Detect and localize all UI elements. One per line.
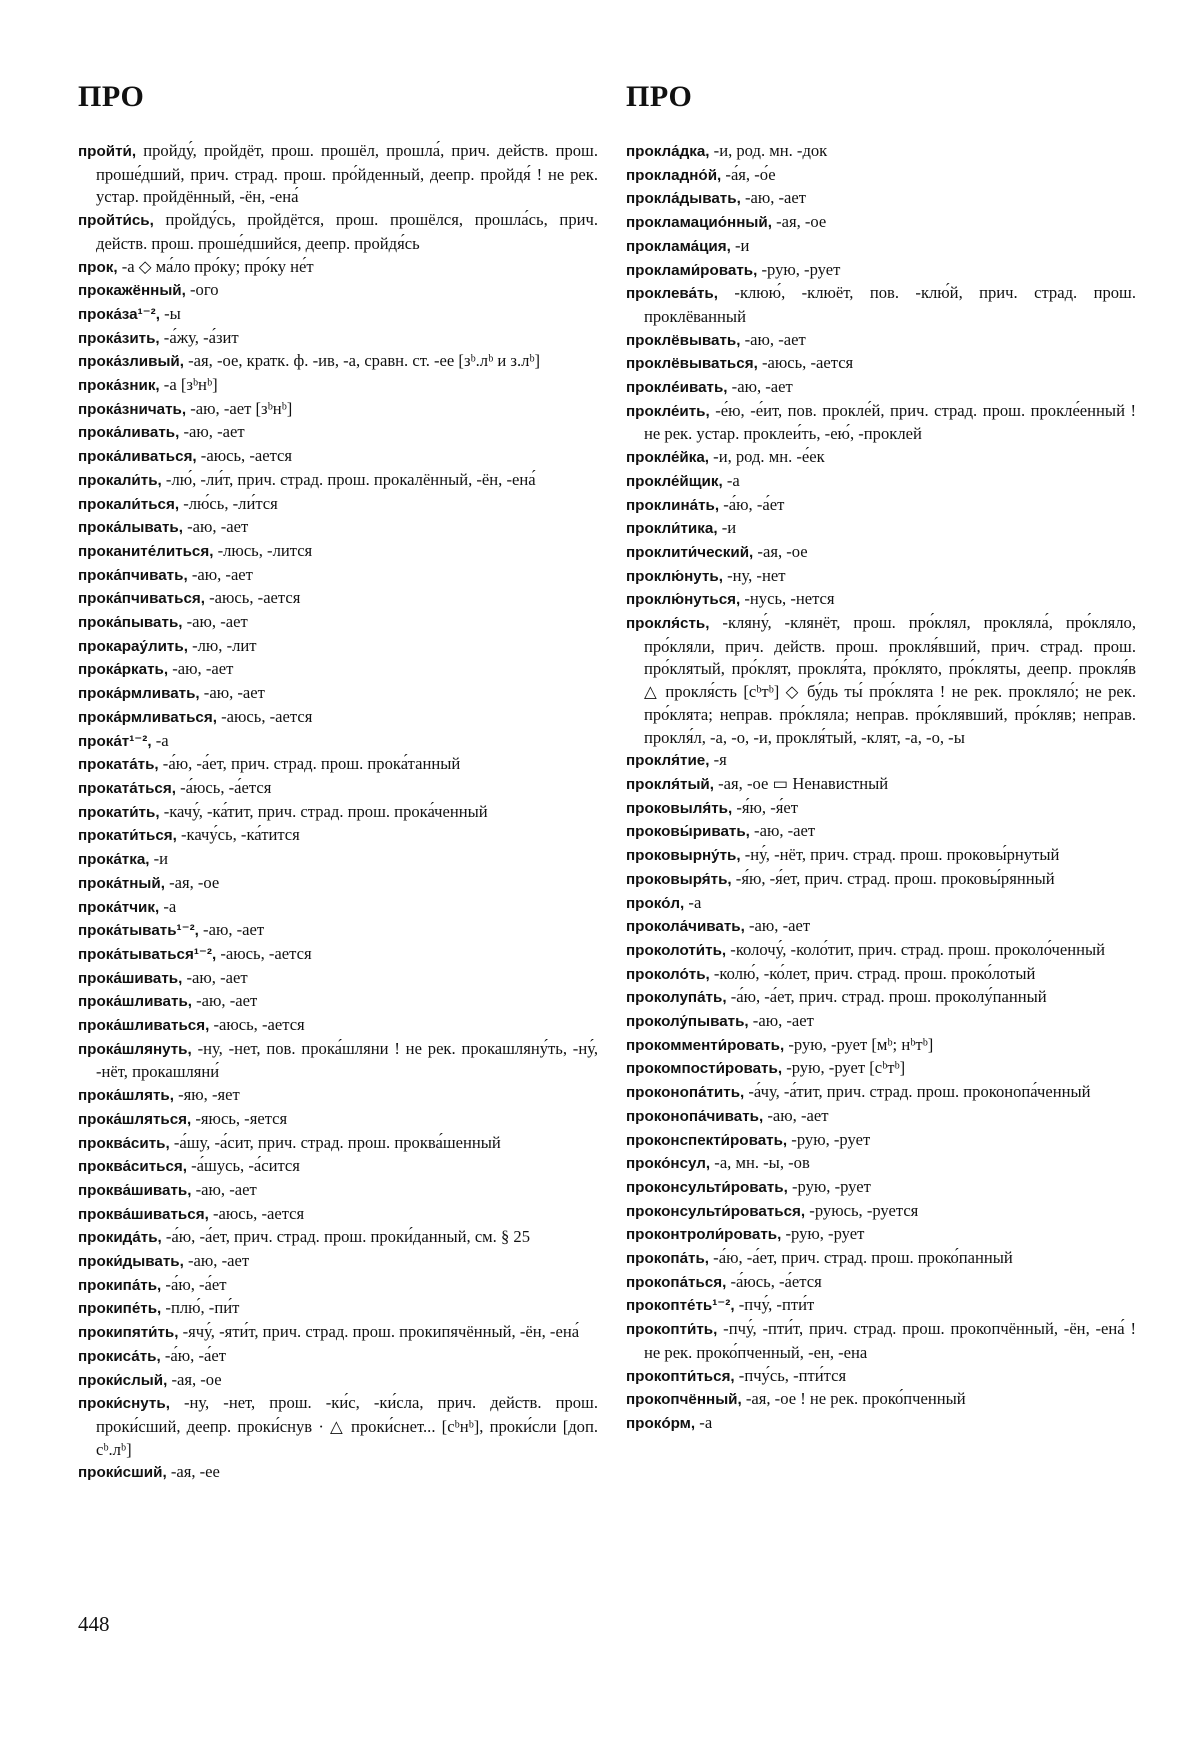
dictionary-entry	[78, 1108, 598, 1132]
entry-headword: проква́сить,	[78, 1134, 170, 1152]
entry-headword: прока́лывать,	[78, 519, 183, 537]
entry-headword: проковыря́ть,	[626, 870, 732, 888]
dictionary-entry	[626, 164, 1136, 188]
entry-definition: -а	[151, 730, 169, 750]
dictionary-entry	[626, 329, 1136, 353]
entry-definition: -лю́, -ли́т, прич. страд. прош. прокалённый, -ён, -ена́	[161, 469, 536, 489]
entry-headword: проконопа́чивать,	[626, 1107, 764, 1125]
entry-definition: -аю, -ает	[740, 329, 806, 349]
entry-definition: -яюсь, -яется	[191, 1108, 288, 1128]
dictionary-entry	[626, 1057, 1136, 1081]
entry-definition: -качу́, -ка́тит, прич. страд. прош. прока́ченный	[159, 801, 488, 821]
dictionary-entry	[626, 1034, 1136, 1058]
entry-definition: -я	[709, 750, 727, 770]
dictionary-entry	[78, 967, 598, 991]
entry-headword: проклю́нуться,	[626, 591, 741, 609]
entry-definition: -а	[159, 896, 177, 916]
entry-headword: прока́зить,	[78, 329, 160, 347]
dictionary-entry	[78, 1297, 598, 1321]
entry-definition: -и, род. мн. -е́ек	[709, 447, 825, 467]
dictionary-entry	[78, 611, 598, 635]
entry-definition: -а́чу, -а́тит, прич. страд. прош. проконопа́ченный	[744, 1082, 1091, 1102]
entry-headword: прокладно́й,	[626, 166, 722, 184]
entry-definition: -а́шусь, -а́сится	[187, 1156, 300, 1176]
entry-headword: проклéивать,	[626, 379, 728, 397]
dictionary-entry	[626, 1318, 1136, 1364]
entry-headword: прокопа́ться,	[626, 1273, 727, 1291]
dictionary-entry	[78, 1132, 598, 1156]
entry-headword: прока́за¹⁻²,	[78, 305, 160, 323]
dictionary-entry	[626, 1412, 1136, 1436]
entry-definition: -аю, -ает	[183, 1251, 250, 1271]
dictionary-entry	[626, 1081, 1136, 1105]
dictionary-entry	[626, 211, 1136, 235]
entry-headword: прокати́ться,	[78, 827, 177, 845]
entry-definition: -а́ю, -а́ет, прич. страд. прош. проки́данный, см. § 25	[161, 1227, 531, 1247]
entry-headword: прокла́дка,	[626, 143, 710, 160]
dictionary-entry	[78, 374, 598, 398]
dictionary-entry	[78, 469, 598, 493]
dictionary-entry	[626, 352, 1136, 376]
entry-definition: -рую, -рует	[781, 1224, 865, 1244]
entry-headword: прока́т¹⁻²,	[78, 732, 152, 750]
entry-headword: проканите́литься,	[78, 542, 214, 560]
entry-headword: прока́тный,	[78, 874, 165, 892]
entry-headword: проква́шиваться,	[78, 1205, 209, 1223]
entry-definition: -а	[695, 1412, 713, 1432]
dictionary-entry	[78, 1461, 598, 1485]
entry-definition: -рую, -рует	[757, 259, 841, 279]
entry-headword: прокопчённый,	[626, 1391, 742, 1409]
entry-headword: прокиса́ть,	[78, 1347, 161, 1365]
entry-definition: -лю́сь, -ли́тся	[179, 493, 278, 513]
dictionary-entry	[626, 541, 1136, 565]
entry-definition: -аю, -ает	[179, 422, 245, 442]
entry-definition: -люсь, -лится	[213, 540, 313, 560]
dictionary-entry	[626, 259, 1136, 283]
entry-definition: -а́жу, -а́зит	[159, 327, 239, 347]
dictionary-entry	[78, 1274, 598, 1298]
page-header-left: ПРО	[78, 80, 145, 113]
entry-definition: -аю, -ает	[168, 659, 234, 679]
left-column	[78, 140, 598, 1485]
entry-headword: прокли́тика,	[626, 520, 718, 538]
dictionary-entry	[626, 797, 1136, 821]
dictionary-entry	[78, 730, 598, 754]
entry-definition: -ы	[159, 303, 181, 323]
entry-headword: прокомпости́ровать,	[626, 1060, 783, 1078]
entry-headword: проклами́ровать,	[626, 261, 758, 279]
entry-headword: проклити́ческий,	[626, 543, 754, 561]
dictionary-entry	[78, 587, 598, 611]
entry-definition: -аю, -ает [зᵇнᵇ]	[186, 398, 293, 418]
dictionary-entry	[78, 682, 598, 706]
entry-headword: проконсульти́роваться,	[626, 1202, 806, 1220]
dictionary-entry	[78, 1038, 598, 1084]
entry-headword: прокарау́лить,	[78, 637, 188, 655]
dictionary-entry	[78, 140, 598, 209]
entry-definition: -и	[149, 849, 169, 869]
entry-headword: проки́слый,	[78, 1371, 168, 1389]
dictionary-entry	[626, 1152, 1136, 1176]
entry-headword: проколоти́ть,	[626, 941, 727, 959]
entry-definition: -аю, -ает	[187, 564, 253, 584]
entry-headword: проклю́нуть,	[626, 567, 723, 585]
dictionary-entry	[78, 753, 598, 777]
dictionary-entry	[626, 588, 1136, 612]
entry-definition: -а [зᵇнᵇ]	[159, 375, 218, 395]
entry-headword: проко́нсул,	[626, 1155, 711, 1173]
entry-definition: -рую, -рует	[787, 1129, 871, 1149]
entry-definition: -аюсь, -ается	[216, 943, 312, 963]
dictionary-entry	[78, 635, 598, 659]
dictionary-entry	[626, 892, 1136, 916]
entry-definition: -е́ю, -е́ит, пов. прокле́й, прич. страд. прош. прокле́енный ! не рек. устар. проклеи́ть, -ею́, -проклей	[644, 400, 1136, 444]
dictionary-entry	[78, 1345, 598, 1369]
dictionary-entry	[626, 1200, 1136, 1224]
dictionary-entry	[626, 1294, 1136, 1318]
entry-definition: -а́ю, -а́ет, прич. страд. прош. проколу́панный	[726, 987, 1047, 1007]
entry-headword: проки́снуть,	[78, 1395, 170, 1413]
entry-definition: -аюсь, -ается	[205, 588, 301, 608]
entry-headword: прокля́тый,	[626, 775, 714, 793]
dictionary-entry	[626, 1271, 1136, 1295]
entry-headword: проклёвывать,	[626, 331, 741, 349]
dictionary-entry	[626, 939, 1136, 963]
dictionary-entry	[626, 517, 1136, 541]
dictionary-entry	[626, 282, 1136, 328]
entry-headword: прока́рмливать,	[78, 685, 200, 703]
dictionary-entry	[626, 1129, 1136, 1153]
entry-definition: -аюсь, -ается	[216, 706, 313, 726]
dictionary-entry	[78, 564, 598, 588]
entry-headword: прока́шлянуть,	[78, 1040, 192, 1058]
entry-headword: прокопте́ть¹⁻²,	[626, 1297, 735, 1315]
entry-definition: -аю, -ает	[191, 1179, 257, 1199]
entry-definition: -ну, -нет, прош. -ки́с, -ки́сла, прич. действ. прош. проки́сший, деепр. проки́снув · △ проки́снет... [сᵇнᵇ], проки́сли [доп. сᵇ.лᵇ]	[96, 1393, 598, 1459]
entry-headword: прокóрм,	[626, 1414, 696, 1432]
dictionary-entry	[78, 848, 598, 872]
entry-headword: прокипе́ть,	[78, 1300, 162, 1318]
entry-definition: -колочу́, -коло́тит, прич. страд. прош. проколо́ченный	[726, 939, 1106, 959]
entry-definition: -а́ю, -а́ет	[161, 1274, 227, 1294]
dictionary-entry	[626, 986, 1136, 1010]
entry-definition: -ая, -ее	[166, 1462, 220, 1482]
dictionary-entry	[78, 1369, 598, 1393]
page-header-right: ПРО	[626, 80, 693, 113]
dictionary-entry	[626, 565, 1136, 589]
entry-headword: проконспекти́ровать,	[626, 1131, 788, 1149]
dictionary-entry	[78, 327, 598, 351]
entry-definition: -рую, -рует [мᵇ; нᵇтᵇ]	[784, 1034, 934, 1054]
entry-definition: -лю, -лит	[187, 635, 257, 655]
entry-definition: -аю, -ает	[192, 991, 258, 1011]
entry-headword: проклама́ция,	[626, 237, 731, 255]
entry-headword: прока́зливый,	[78, 353, 184, 371]
entry-headword: пройти́,	[78, 143, 137, 160]
entry-definition: -качу́сь, -ка́тится	[176, 825, 300, 845]
entry-definition: -клюю́, -клюёт, пов. -клю́й, прич. страд. прош. проклёванный	[644, 283, 1136, 326]
dictionary-entry	[78, 209, 598, 255]
dictionary-entry	[626, 844, 1136, 868]
entry-definition: -нусь, -нется	[740, 589, 835, 609]
dictionary-entry	[626, 1247, 1136, 1271]
dictionary-entry	[626, 963, 1136, 987]
entry-definition: -а́юсь, -а́ется	[175, 777, 272, 797]
entry-headword: прокля́тие,	[626, 752, 710, 770]
entry-headword: прока́шивать,	[78, 969, 183, 987]
entry-definition: -ая, -ое	[771, 212, 827, 232]
dictionary-entry	[78, 824, 598, 848]
entry-definition: -а́ю, -а́ет	[160, 1345, 226, 1365]
entry-definition: -ну, -нет	[722, 565, 786, 585]
entry-headword: проконопа́тить,	[626, 1084, 745, 1102]
entry-definition: -аюсь, -ается	[196, 446, 293, 466]
entry-definition: -руюсь, -руется	[805, 1200, 919, 1220]
dictionary-entry	[78, 943, 598, 967]
entry-headword: проковы́ривать,	[626, 823, 750, 841]
entry-headword: прокажённый,	[78, 282, 186, 300]
dictionary-entry	[626, 868, 1136, 892]
entry-headword: проколупа́ть,	[626, 989, 727, 1007]
entry-headword: прок,	[78, 258, 118, 276]
entry-headword: проква́ситься,	[78, 1158, 187, 1176]
entry-definition: -ячу́, -яти́т, прич. страд. прош. прокипячённый, -ён, -ена́	[178, 1322, 580, 1342]
entry-definition: -аю, -ает	[727, 377, 793, 397]
entry-headword: прока́пчивать,	[78, 566, 188, 584]
dictionary-entry	[626, 773, 1136, 797]
entry-definition: -аю, -ает	[749, 821, 816, 841]
entry-headword: проки́дывать,	[78, 1253, 184, 1271]
entry-headword: прока́ливать,	[78, 424, 180, 442]
entry-definition: -а, мн. -ы, -ов	[710, 1153, 810, 1173]
entry-headword: прока́пывать,	[78, 614, 183, 632]
entry-headword: прокле́ить,	[626, 402, 710, 420]
dictionary-entry	[78, 1321, 598, 1345]
dictionary-entry	[78, 421, 598, 445]
entry-definition: -аю, -ает	[182, 612, 248, 632]
entry-headword: прокипа́ть,	[78, 1276, 162, 1294]
entry-headword: прока́рмливаться,	[78, 708, 217, 726]
entry-headword: прокали́ться,	[78, 495, 180, 513]
entry-definition: -колю́, -ко́лет, прич. страд. прош. проко́лотый	[709, 963, 1036, 983]
entry-headword: прока́тываться¹⁻²,	[78, 945, 217, 963]
dictionary-entry	[78, 1155, 598, 1179]
entry-definition: -а́я, -о́е	[721, 164, 776, 184]
dictionary-entry	[626, 1388, 1136, 1412]
entry-headword: проковырну́ть,	[626, 847, 741, 865]
dictionary-entry	[626, 1010, 1136, 1034]
entry-headword: прока́ркать,	[78, 661, 169, 679]
entry-headword: прокла́дывать,	[626, 190, 741, 208]
entry-definition: -аю, -ает	[748, 1011, 814, 1031]
entry-headword: проклина́ть,	[626, 496, 720, 514]
entry-headword: проката́ться,	[78, 779, 176, 797]
entry-definition: -я́ю, -я́ет, прич. страд. прош. проковы́рянный	[731, 868, 1055, 888]
entry-headword: прока́шляться,	[78, 1110, 192, 1128]
entry-definition: -ая, -ое	[164, 872, 220, 892]
entry-headword: прока́тывать¹⁻²,	[78, 922, 199, 940]
entry-headword: проклева́ть,	[626, 285, 718, 303]
entry-headword: прокопти́ться,	[626, 1367, 735, 1385]
entry-headword: прока́зник,	[78, 377, 160, 395]
entry-definition: -ну, -нет, пов. прока́шляни ! не рек. прокашляну́ть, -ну́, -нёт, прокашляни́	[96, 1038, 598, 1082]
dictionary-entry	[78, 1084, 598, 1108]
dictionary-entry	[78, 1203, 598, 1227]
dictionary-entry	[626, 470, 1136, 494]
entry-headword: проконсульти́ровать,	[626, 1178, 788, 1196]
entry-definition: -ая, -ое	[753, 541, 808, 561]
entry-headword: прокопа́ть,	[626, 1250, 710, 1268]
entry-definition: -аю, -ает	[763, 1105, 829, 1125]
dictionary-entry	[78, 658, 598, 682]
dictionary-entry	[78, 1250, 598, 1274]
dictionary-entry	[626, 1365, 1136, 1389]
entry-definition: -и	[730, 235, 750, 255]
entry-definition: -плю́, -пи́т	[161, 1298, 240, 1318]
dictionary-entry	[626, 376, 1136, 400]
entry-definition: -аюсь, -ается	[209, 1015, 305, 1035]
entry-headword: прокали́ть,	[78, 471, 162, 489]
entry-headword: прокида́ть,	[78, 1229, 162, 1247]
dictionary-entry	[626, 1176, 1136, 1200]
entry-definition: -я́ю, -я́ет	[732, 797, 798, 817]
entry-headword: прока́тка,	[78, 851, 150, 869]
dictionary-entry	[626, 820, 1136, 844]
entry-headword: прокола́чивать,	[626, 918, 745, 936]
entry-definition: -а	[722, 470, 740, 490]
entry-definition: -а	[684, 892, 702, 912]
entry-headword: прока́ливаться,	[78, 448, 197, 466]
entry-headword: прока́зничать,	[78, 400, 187, 418]
entry-definition: пройду́, пройдёт, прош. прошёл, прошла́, прич. действ. прош. проше́дший, прич. страд. прош. про́йденный, деепр. пройдя́ ! не рек. устар. пройдённый, -ён, -ена́	[96, 141, 598, 207]
entry-definition: -рую, -рует	[787, 1176, 871, 1196]
dictionary-entry	[626, 612, 1136, 749]
dictionary-entry	[78, 801, 598, 825]
entry-definition: -а ◇ ма́ло про́ку; про́ку не́т	[117, 256, 314, 276]
entry-headword: прокати́ть,	[78, 803, 160, 821]
dictionary-entry	[78, 896, 598, 920]
dictionary-entry	[626, 494, 1136, 518]
entry-definition: -и	[717, 518, 737, 538]
dictionary-entry	[78, 872, 598, 896]
dictionary-entry	[626, 140, 1136, 164]
dictionary-entry	[626, 187, 1136, 211]
dictionary-entry	[78, 919, 598, 943]
entry-headword: проколо́ть,	[626, 965, 710, 983]
entry-definition: -аюсь, -ается	[757, 353, 854, 373]
entry-headword: проклёвываться,	[626, 355, 758, 373]
dictionary-entry	[78, 1179, 598, 1203]
entry-definition: -и, род. мн. -док	[709, 141, 828, 160]
entry-headword: проква́шивать,	[78, 1181, 192, 1199]
entry-definition: -пчу́, -пти́т, прич. страд. прош. прокопчённый, -ён, -ена́ ! не рек. проко́пченный, -ен, -ена	[644, 1319, 1136, 1362]
entry-definition: -ая, -ое, кратк. ф. -ив, -а, сравн. ст. -ее [зᵇ.лᵇ и з.лᵇ]	[183, 351, 541, 371]
entry-definition: -пчу́, -пти́т	[734, 1295, 815, 1315]
entry-headword: проката́ть,	[78, 756, 159, 774]
entry-definition: -ая, -ое ! не рек. проко́пченный	[741, 1389, 966, 1409]
entry-headword: прока́шлять,	[78, 1087, 174, 1105]
entry-definition: -аю, -ает	[744, 916, 811, 936]
dictionary-entry	[78, 1014, 598, 1038]
entry-definition: -ая, -ое	[167, 1369, 222, 1389]
entry-headword: пройти́сь,	[78, 212, 154, 230]
entry-headword: прокле́йка,	[626, 449, 710, 467]
entry-definition: -ну́, -нёт, прич. страд. прош. проковы́рнутый	[740, 845, 1060, 865]
entry-definition: -аю, -ает	[199, 683, 265, 703]
dictionary-entry	[626, 400, 1136, 446]
entry-definition: -аюсь, -ается	[208, 1203, 305, 1223]
dictionary-entry	[626, 1105, 1136, 1129]
dictionary-entry	[78, 493, 598, 517]
entry-definition: -ого	[185, 280, 219, 300]
dictionary-entry	[78, 990, 598, 1014]
entry-headword: прока́пчиваться,	[78, 590, 205, 608]
page-number: 448	[78, 1612, 110, 1636]
entry-definition: -а́ю, -а́ет, прич. страд. прош. проко́панный	[709, 1248, 1013, 1268]
entry-headword: проколу́пывать,	[626, 1013, 749, 1031]
dictionary-entry	[78, 777, 598, 801]
dictionary-entry	[78, 540, 598, 564]
dictionary-entry	[626, 235, 1136, 259]
entry-headword: прокламацио́нный,	[626, 214, 772, 232]
entry-headword: проко́л,	[626, 894, 685, 912]
dictionary-entry	[78, 445, 598, 469]
dictionary-entry	[78, 350, 598, 374]
entry-definition: -яю, -яет	[173, 1085, 240, 1105]
entry-definition: -рую, -рует [сᵇтᵇ]	[782, 1058, 906, 1078]
entry-definition: -аю, -ает	[740, 188, 807, 208]
entry-headword: проконтроли́ровать,	[626, 1226, 782, 1244]
entry-definition: -аю, -ает	[198, 920, 265, 940]
entry-headword: прокле́йщик,	[626, 472, 723, 490]
dictionary-entry	[78, 1226, 598, 1250]
entry-definition: -пчу́сь, -пти́тся	[734, 1365, 847, 1385]
dictionary-entry	[626, 749, 1136, 773]
entry-headword: прокля́сть,	[626, 615, 710, 633]
entry-definition: -ая, -ое ▭ Ненавистный	[714, 773, 889, 793]
entry-definition: -а́ю, -а́ет, прич. страд. прош. прока́танный	[158, 754, 461, 774]
entry-definition: пройду́сь, пройдётся, прош. прошёлся, прошла́сь, прич. действ. прош. проше́дшийся, деепр. пройдя́сь	[96, 210, 598, 253]
dictionary-entry	[626, 446, 1136, 470]
entry-headword: проки́сший,	[78, 1464, 167, 1482]
dictionary-entry	[78, 516, 598, 540]
entry-headword: прока́шливаться,	[78, 1017, 210, 1035]
entry-headword: прокипяти́ть,	[78, 1324, 179, 1342]
entry-definition: -а́юсь, -а́ется	[726, 1271, 822, 1291]
dictionary-entry	[78, 303, 598, 327]
entry-definition: -кляну́, -клянёт, прош. про́клял, прокляла́, про́кляло, про́кляли, прич. действ. прош. прокля́вший, прич. страд. прош. про́клятый, про́клят, прокля́та, про́клято, про́кляты, деепр. прокля́в △ прокля́сть [сᵇтᵇ] ◇ бу́дь ты́ про́клята ! не рек. прокляло́; не рек. про́клята; неправ. про́кляла; неправ. про́клявший, про́кляв; неправ. прокля́л, -а, -о, -и, прокля́тый, -клят, -а, -о, -ы	[644, 613, 1136, 747]
entry-headword: проковыля́ть,	[626, 799, 733, 817]
entry-headword: прока́тчик,	[78, 898, 160, 916]
entry-definition: -аю, -ает	[182, 967, 248, 987]
entry-definition: -а́ю, -а́ет	[719, 494, 785, 514]
entry-headword: прокомменти́ровать,	[626, 1036, 785, 1054]
dictionary-entry	[78, 256, 598, 280]
entry-definition: -аю, -ает	[182, 517, 249, 537]
dictionary-entry	[626, 1223, 1136, 1247]
entry-headword: прокопти́ть,	[626, 1321, 718, 1339]
dictionary-entry	[78, 1392, 598, 1461]
dictionary-entry	[78, 706, 598, 730]
dictionary-entry	[78, 279, 598, 303]
entry-headword: прока́шливать,	[78, 993, 192, 1011]
dictionary-entry	[626, 915, 1136, 939]
entry-definition: -а́шу, -а́сит, прич. страд. прош. проква́шенный	[169, 1132, 501, 1152]
right-column	[626, 140, 1136, 1436]
dictionary-entry	[78, 398, 598, 422]
